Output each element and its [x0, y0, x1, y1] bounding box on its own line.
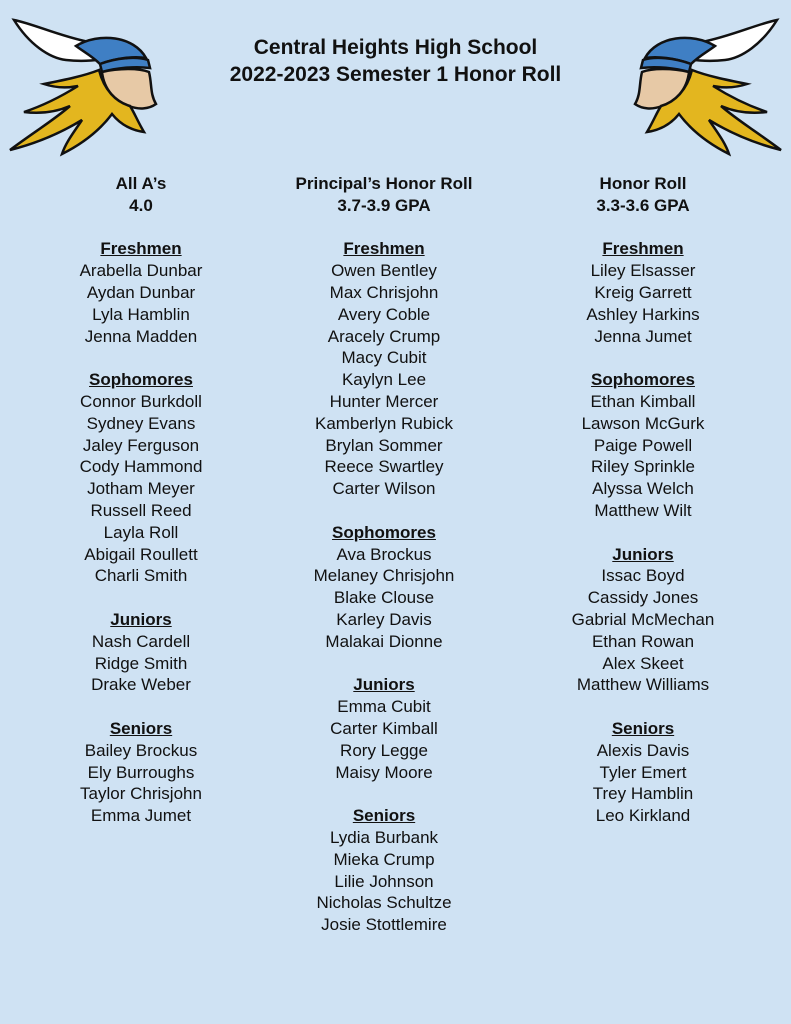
column-title: Principal’s Honor Roll — [295, 174, 473, 193]
class-group — [264, 238, 504, 500]
class-group-heading: Juniors — [612, 544, 674, 564]
student-name: Sydney Evans — [86, 413, 196, 433]
column-gpa: 3.7-3.9 GPA — [337, 195, 431, 215]
student-name: Aydan Dunbar — [86, 282, 196, 302]
student-name: Kamberlyn Rubick — [315, 413, 453, 433]
class-group — [543, 544, 743, 697]
student-name: Issac Boyd — [601, 566, 685, 586]
column-honor-roll — [543, 173, 743, 827]
student-name: Gabrial McMechan — [571, 609, 715, 629]
student-name: Alexis Davis — [596, 740, 690, 760]
page-title — [0, 34, 791, 88]
student-name: Connor Burkdoll — [80, 391, 202, 411]
column-gpa: 3.3-3.6 GPA — [596, 195, 690, 215]
student-name: Malakai Dionne — [325, 631, 443, 651]
student-name: Mieka Crump — [333, 849, 435, 869]
student-name: Ethan Kimball — [590, 391, 696, 411]
student-name: Jenna Madden — [84, 326, 198, 346]
class-group-heading: Sophomores — [89, 370, 193, 390]
class-group-heading: Freshmen — [100, 239, 182, 259]
student-name: Melaney Chrisjohn — [313, 566, 455, 586]
student-name: Ridge Smith — [94, 653, 188, 673]
student-name: Russell Reed — [90, 500, 192, 520]
class-group — [41, 369, 241, 587]
student-name: Ava Brockus — [336, 544, 432, 564]
student-name: Matthew Williams — [576, 675, 710, 695]
student-name: Jaley Ferguson — [82, 435, 200, 455]
student-name: Rory Legge — [340, 740, 428, 760]
class-group-heading: Seniors — [352, 806, 416, 826]
class-group-heading: Sophomores — [332, 522, 436, 542]
student-name: Owen Bentley — [331, 261, 437, 281]
class-group — [543, 369, 743, 522]
student-name: Lawson McGurk — [581, 413, 705, 433]
class-group — [264, 674, 504, 783]
class-group-heading: Seniors — [611, 718, 675, 738]
student-name: Liley Elsasser — [590, 261, 696, 281]
student-name: Kaylyn Lee — [341, 370, 427, 390]
column-title: All A’s — [115, 174, 167, 193]
student-name: Emma Jumet — [90, 806, 192, 826]
school-name: Central Heights High School — [253, 36, 538, 59]
student-name: Aracely Crump — [327, 326, 441, 346]
student-name: Bailey Brockus — [84, 740, 198, 760]
student-name: Riley Sprinkle — [591, 457, 695, 477]
student-name: Alex Skeet — [602, 653, 684, 673]
student-name: Arabella Dunbar — [79, 261, 203, 281]
class-group — [543, 238, 743, 347]
student-name: Ashley Harkins — [586, 304, 700, 324]
class-group — [41, 609, 241, 696]
student-name: Charli Smith — [94, 566, 188, 586]
student-name: Lyla Hamblin — [92, 304, 190, 324]
student-name: Reece Swartley — [324, 457, 444, 477]
student-name: Jenna Jumet — [594, 326, 692, 346]
student-name: Nicholas Schultze — [316, 893, 452, 913]
class-group-heading: Juniors — [110, 609, 172, 629]
student-name: Emma Cubit — [337, 697, 431, 717]
student-name: Jotham Meyer — [87, 479, 195, 499]
student-name: Trey Hamblin — [592, 784, 694, 804]
class-group — [41, 718, 241, 827]
column-title: Honor Roll — [599, 174, 687, 193]
honor-roll-subtitle: 2022-2023 Semester 1 Honor Roll — [229, 63, 562, 86]
class-group-heading: Seniors — [109, 718, 173, 738]
class-group-heading: Juniors — [353, 675, 415, 695]
student-name: Drake Weber — [91, 675, 191, 695]
class-group — [543, 718, 743, 827]
class-group-heading: Sophomores — [591, 370, 695, 390]
student-name: Avery Coble — [337, 304, 431, 324]
student-name: Layla Roll — [103, 522, 179, 542]
student-name: Abigail Roullett — [84, 544, 198, 564]
student-name: Cody Hammond — [79, 457, 203, 477]
class-group-heading: Freshmen — [343, 239, 425, 259]
student-name: Brylan Sommer — [325, 435, 443, 455]
student-name: Hunter Mercer — [329, 391, 439, 411]
student-name: Karley Davis — [336, 609, 432, 629]
student-name: Paige Powell — [593, 435, 693, 455]
column-gpa: 4.0 — [129, 195, 153, 215]
student-name: Carter Wilson — [332, 479, 436, 499]
class-group — [264, 522, 504, 653]
student-name: Josie Stottlemire — [321, 915, 447, 935]
student-name: Macy Cubit — [341, 348, 427, 368]
student-name: Cassidy Jones — [587, 588, 699, 608]
student-name: Maisy Moore — [335, 762, 433, 782]
student-name: Tyler Emert — [599, 762, 687, 782]
class-group — [41, 238, 241, 347]
column-principals-honor-roll — [264, 173, 504, 936]
student-name: Taylor Chrisjohn — [80, 784, 202, 804]
class-group-heading: Freshmen — [602, 239, 684, 259]
student-name: Ethan Rowan — [591, 631, 695, 651]
student-name: Matthew Wilt — [594, 500, 692, 520]
student-name: Max Chrisjohn — [329, 282, 439, 302]
student-name: Blake Clouse — [333, 588, 435, 608]
student-name: Ely Burroughs — [87, 762, 195, 782]
student-name: Nash Cardell — [91, 631, 191, 651]
student-name: Carter Kimball — [330, 718, 438, 738]
student-name: Kreig Garrett — [594, 282, 692, 302]
student-name: Leo Kirkland — [595, 806, 691, 826]
column-all-as — [41, 173, 241, 827]
student-name: Lilie Johnson — [334, 871, 434, 891]
student-name: Lydia Burbank — [329, 827, 439, 847]
student-name: Alyssa Welch — [592, 479, 694, 499]
class-group — [264, 805, 504, 936]
